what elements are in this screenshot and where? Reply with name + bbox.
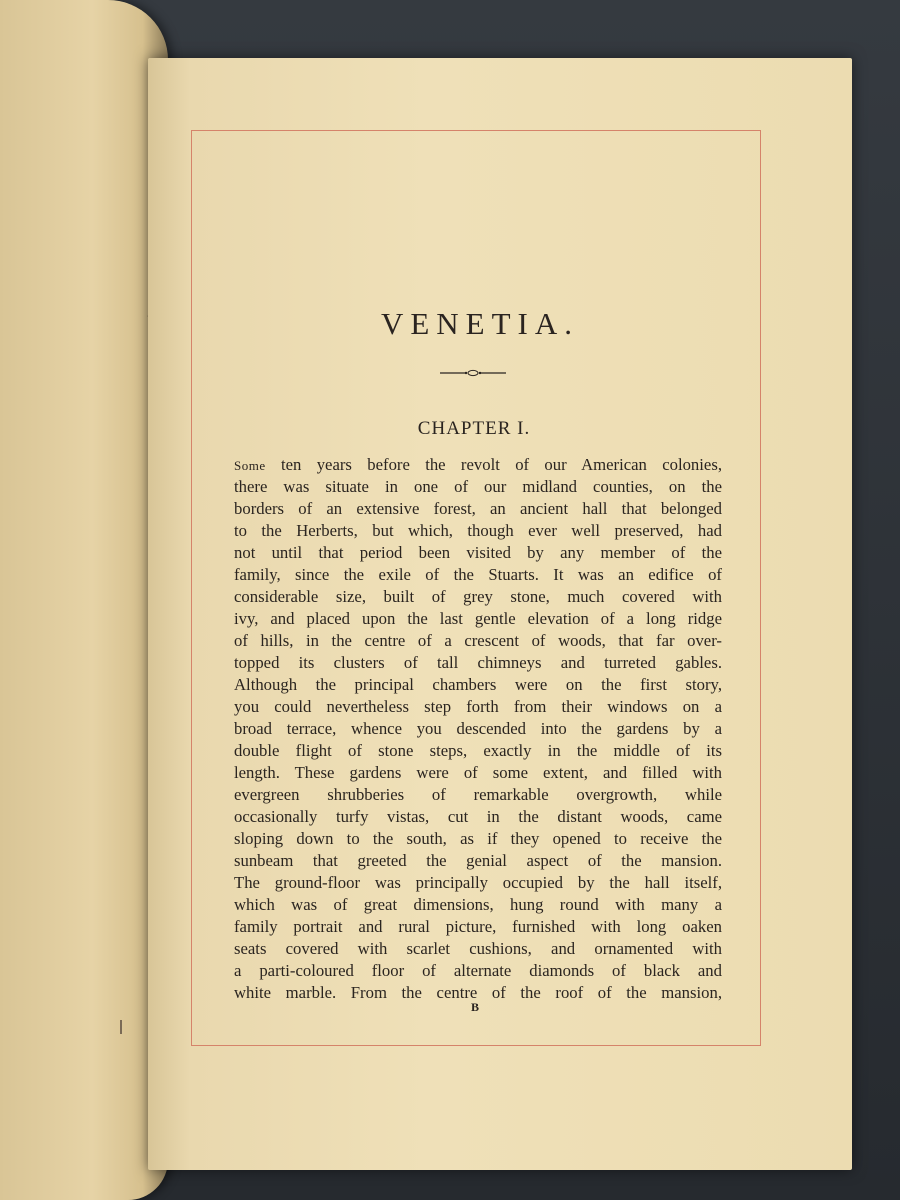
- text-line: family portrait and rural picture, furnished with long oaken: [234, 917, 722, 936]
- text-line: broad terrace, whence you descended into the gardens by a: [234, 719, 722, 738]
- text-line: family, since the exile of the Stuarts. It was an edifice of: [234, 565, 722, 584]
- text-line: you could nevertheless step forth from their windows on a: [234, 697, 722, 716]
- text-line: Although the principal chambers were on the first story,: [234, 675, 722, 694]
- text-line: of hills, in the centre of a crescent of woods, that far over-: [234, 631, 722, 650]
- text-line: white marble. From the centre of the roof of the mansion,: [234, 983, 722, 1002]
- opening-small-caps: Some: [234, 458, 266, 473]
- ornament-divider-icon: [440, 368, 506, 378]
- text-line: occasionally turfy vistas, cut in the distant woods, came: [234, 807, 722, 826]
- text-line: a parti-coloured floor of alternate diamonds of black and: [234, 961, 722, 980]
- text-line-content: ten years before the revolt of our American colonies,: [265, 455, 722, 474]
- text-line: which was of great dimensions, hung round with many a: [234, 895, 722, 914]
- text-line: sunbeam that greeted the genial aspect of the mansion.: [234, 851, 722, 870]
- text-line: topped its clusters of tall chimneys and turreted gables.: [234, 653, 722, 672]
- text-line: there was situate in one of our midland counties, on the: [234, 477, 722, 496]
- signature-mark: B: [470, 1000, 479, 1014]
- body-text: [234, 454, 722, 1004]
- right-page: [148, 58, 852, 1170]
- text-line: The ground-floor was principally occupied by the hall itself,: [234, 873, 722, 892]
- book-title: VENETIA.: [380, 306, 580, 341]
- text-line: considerable size, built of grey stone, much covered with: [234, 587, 722, 606]
- text-line: to the Herberts, but which, though ever well preserved, had: [234, 521, 722, 540]
- text-line: evergreen shrubberies of remarkable overgrowth, while: [234, 785, 722, 804]
- text-line: borders of an extensive forest, an ancient hall that belonged: [234, 499, 722, 518]
- chapter-heading: CHAPTER I.: [417, 418, 531, 439]
- text-line: sloping down to the south, as if they opened to receive the: [234, 829, 722, 848]
- text-line: seats covered with scarlet cushions, and ornamented with: [234, 939, 722, 958]
- text-line: length. These gardens were of some extent, and filled with: [234, 763, 722, 782]
- text-line: double flight of stone steps, exactly in the middle of its: [234, 741, 722, 760]
- edge-mark: [120, 1020, 122, 1034]
- text-line: [234, 454, 722, 476]
- text-line: not until that period been visited by any member of the: [234, 543, 722, 562]
- left-page: [0, 0, 168, 1200]
- text-line: ivy, and placed upon the last gentle elevation of a long ridge: [234, 609, 722, 628]
